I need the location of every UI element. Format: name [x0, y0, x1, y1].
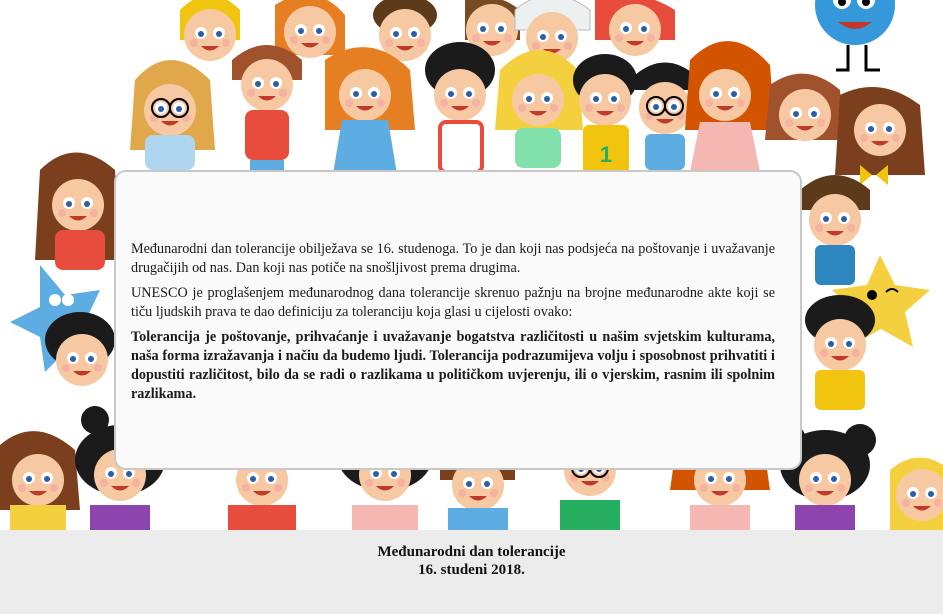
child-row2-girl-glasses [130, 60, 215, 170]
paragraph-unesco: UNESCO je proglašenjem međunarodnog dana tolerancije skrenuo pažnju na brojne međunarodne akte koji se tiču ljudskih prava te dao definiciju za toleranciju koja glasi u cijelosti ovako: [131, 285, 775, 320]
child-bottom-1 [0, 431, 80, 530]
child-row2-girl-far-right [835, 87, 925, 185]
caption-date: 16. studeni 2018. [418, 562, 525, 578]
paragraph-definition: Tolerancija je poštovanje, prihvaćanje i uvažavanje bogatstva različitosti u našim svjetskim kulturama, naša forma izražavanja i načiu da budemo ljudi. Tolerancija podrazumijeva volju i sposobnost prihvatiti i dopustiti različitost, bilo da se radi o razlikama u političkom uvjerenju, ili o vjerskim, rasnim ili spolnim razlikama. [131, 329, 775, 402]
child-row2-girl-yellow [495, 50, 583, 168]
child-left-waving [35, 153, 120, 271]
blue-ball-mascot [815, 0, 895, 70]
paragraph-intro: Međunarodni dan tolerancije obilježava se 16. studenoga. To je dan koji nas podsjeća na poštovanje i uvažavanje drugačijih od nas. Dan koji nas potiče na snošljivost prema drugima. [131, 241, 775, 276]
child-row2-girl-right [765, 74, 845, 141]
child-top-6 [595, 0, 675, 56]
shirt-number-label: 1 [599, 142, 613, 167]
child-left-middle [45, 312, 115, 386]
child-top-1 [180, 0, 240, 61]
poster-text [131, 240, 775, 410]
caption-title: Međunarodni dan tolerancije [377, 544, 566, 560]
child-right-boy [800, 175, 870, 285]
child-right-middle [805, 295, 875, 410]
child-bottom-9 [890, 458, 943, 531]
caption [0, 543, 943, 579]
